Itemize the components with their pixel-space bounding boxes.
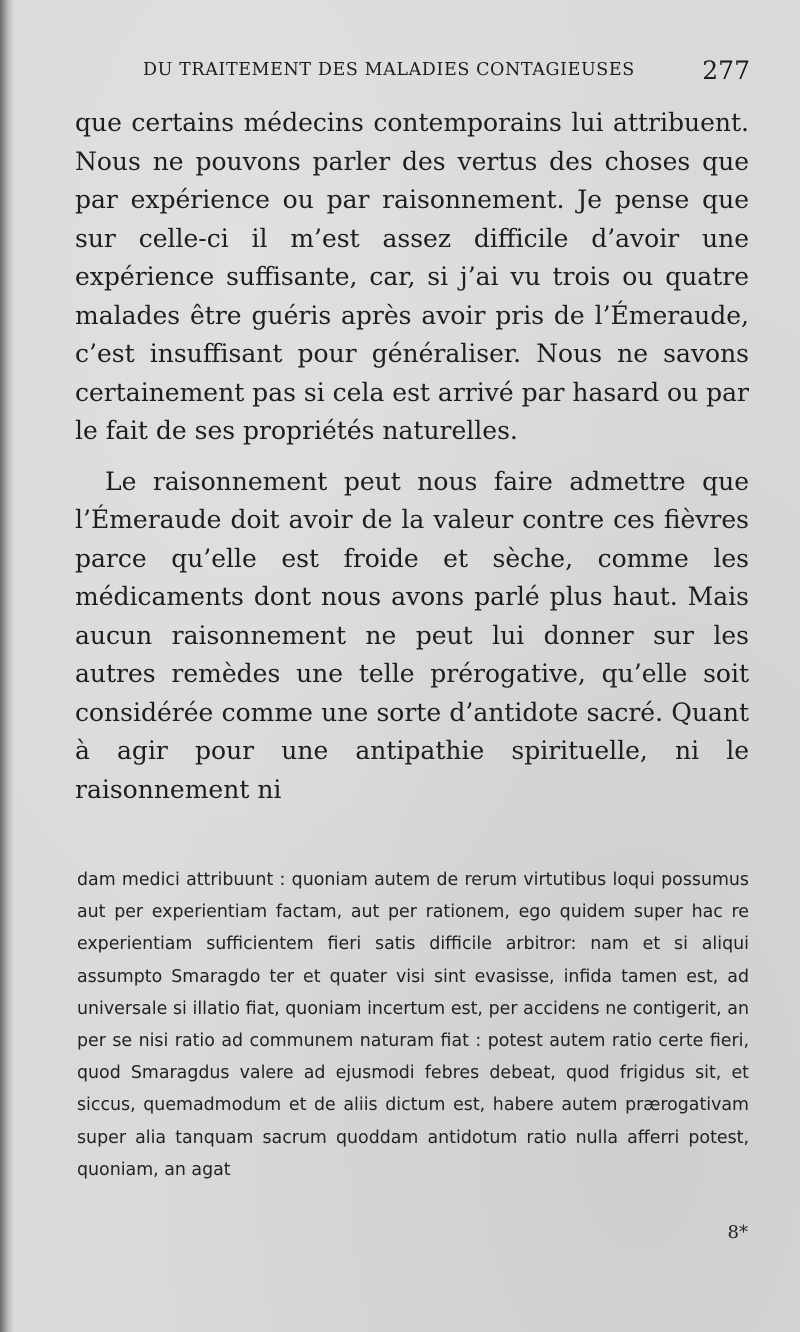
running-title: DU TRAITEMENT DES MALADIES CONTAGIEUSES: [143, 60, 635, 80]
body-paragraph-1: que certains médecins contemporains lui attribuent. Nous ne pouvons parler des vertus des choses que par expérience ou par raisonnement. Je pense que sur celle-ci il m’est assez difficile d’avoir une expérience suffisante, car, si j’ai vu trois ou quatre malades être guéris après avoir pris de l’Émeraude, c’est insuffisant pour généraliser. Nous ne savons certainement pas si cela est arrivé par hasard ou par le fait de ses propriétés naturelles.: [75, 108, 749, 445]
signature-mark: 8*: [727, 1222, 748, 1243]
page-number: 277: [702, 56, 750, 85]
footnote-text: dam medici attribuunt : quoniam autem de rerum virtutibus loqui possumus aut per experientiam factam, aut per rationem, ego quidem super hac re experientiam sufficientem fieri satis difficile arbitror: nam et si aliqui assumpto Smaragdo ter et quater visi sint evasisse, infida tamen est, ad universale si illatio fiat, quoniam incertum est, per accidens ne contigerit, an per se nisi ratio ad communem naturam fiat : potest autem ratio certe fieri, quod Smaragdus valere ad ejusmodi febres debeat, quod frigidus sit, et siccus, quemadmodum et de aliis dictum est, habere autem prærogativam super alia tanquam sacrum quoddam antidotum ratio nulla afferri potest, quoniam, an agat: [77, 870, 749, 1180]
latin-footnote: [77, 864, 749, 1186]
page-gutter-shadow: [0, 0, 14, 1332]
body-paragraph-2: Le raisonnement peut nous faire admettre que l’Émeraude doit avoir de la valeur contre ces fièvres parce qu’elle est froide et sèche, comme les médicaments dont nous avons parlé plus haut. Mais aucun raisonnement ne peut lui donner sur les autres remèdes une telle prérogative, qu’elle soit considérée comme une sorte d’antidote sacré. Quant à agir pour une antipathie spirituelle, ni le raisonnement ni: [75, 466, 749, 804]
main-text: [75, 104, 749, 809]
running-head: [0, 56, 800, 92]
